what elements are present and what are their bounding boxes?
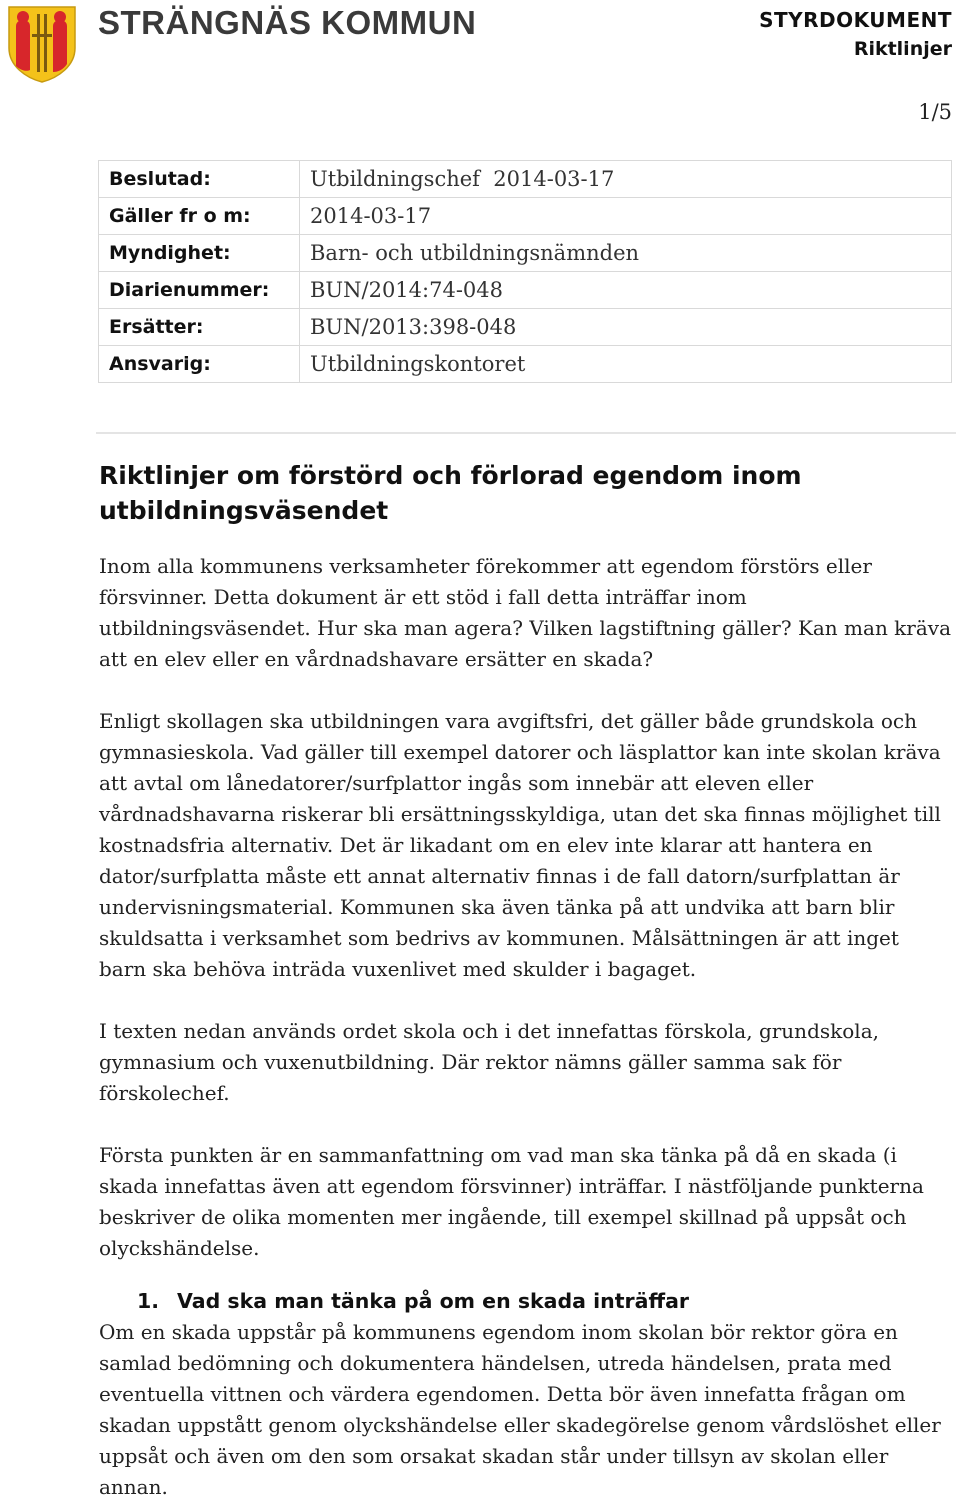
paragraph-overview: Första punkten är en sammanfattning om vad man ska tänka på då en skada (i skada innefattas även att egendom försvinner) inträffar. I nästföljande punkterna beskriver de olika momenten mer ingående, till exempel skillnad på uppsåt och olyckshändelse. [99, 1143, 924, 1260]
table-row [99, 198, 952, 235]
page-number: 1/5 [918, 100, 952, 124]
table-row [99, 346, 952, 383]
section-heading-text: Vad ska man tänka på om en skada inträffar [177, 1289, 690, 1313]
table-row [99, 309, 952, 346]
decision-metadata-table [98, 160, 952, 383]
meta-label: Ersätter: [99, 309, 300, 346]
table-row [99, 161, 952, 198]
meta-value: 2014-03-17 [300, 198, 952, 235]
section-number: 1. [137, 1289, 160, 1313]
meta-value: Utbildningschef 2014-03-17 [300, 161, 952, 198]
meta-value: BUN/2013:398-048 [300, 309, 952, 346]
divider [96, 432, 956, 434]
document-body [99, 458, 951, 1503]
document-subtype-label: Riktlinjer [853, 38, 952, 60]
meta-label: Ansvarig: [99, 346, 300, 383]
paragraph-intro: Inom alla kommunens verksamheter förekommer att egendom förstörs eller försvinner. Detta dokument är ett stöd i fall detta inträffar inom utbildningsväsendet. Hur ska man agera? Vilken lagstiftning gäller? Kan man kräva att en elev eller en vårdnadshavare ersätter en skada? [99, 554, 952, 671]
meta-label: Beslutad: [99, 161, 300, 198]
paragraph-definitions: I texten nedan används ordet skola och i det innefattas förskola, grundskola, gymnasium och vuxenutbildning. Där rektor nämns gäller samma sak för förskolechef. [99, 1019, 879, 1105]
meta-label: Diarienummer: [99, 272, 300, 309]
meta-label: Gäller fr o m: [99, 198, 300, 235]
document-title: Riktlinjer om förstörd och förlorad egendom inom utbildningsväsendet [99, 461, 802, 525]
section-paragraph: Om en skada uppstår på kommunens egendom inom skolan bör rektor göra en samlad bedömning och dokumentera händelsen, utreda händelsen, prata med eventuella vittnen och värdera egendomen. Detta bör även innefatta frågan om skadan uppstått genom olyckshändelse eller skadegörelse genom vårdslöshet eller uppsåt och även om den som orsakat skadan står under tillsyn av skolan eller annan. [99, 1320, 941, 1499]
table-row [99, 235, 952, 272]
meta-value: Utbildningskontoret [300, 346, 952, 383]
meta-value: BUN/2014:74-048 [300, 272, 952, 309]
meta-label: Myndighet: [99, 235, 300, 272]
municipal-coat-of-arms-icon [6, 4, 78, 84]
section-heading [99, 1286, 951, 1317]
organization-name: STRÄNGNÄS KOMMUN [98, 4, 477, 41]
paragraph-school-law: Enligt skollagen ska utbildningen vara avgiftsfri, det gäller både grundskola och gymnasieskola. Vad gäller till exempel datorer och läsplattor kan inte skolan kräva att avtal om lånedatorer/surfplattor ingås som innebär att eleven eller vårdnadshavarna riskerar bli ersättningsskyldiga, utan det ska finnas möjlighet till kostnadsfria alternativ. Det är likadant om en elev inte klarar att hantera en dator/surfplatta måste ett annat alternativ finnas i de fall datorn/surfplattan är undervisningsmaterial. Kommunen ska även tänka på att undvika att barn blir skuldsatta i verksamhet som bedrivs av kommunen. Målsättningen är att inget barn ska behöva inträda vuxenlivet med skulder i bagaget. [99, 709, 941, 981]
meta-value: Barn- och utbildningsnämnden [300, 235, 952, 272]
table-row [99, 272, 952, 309]
document-type [759, 8, 952, 60]
document-type-label: STYRDOKUMENT [759, 8, 952, 32]
